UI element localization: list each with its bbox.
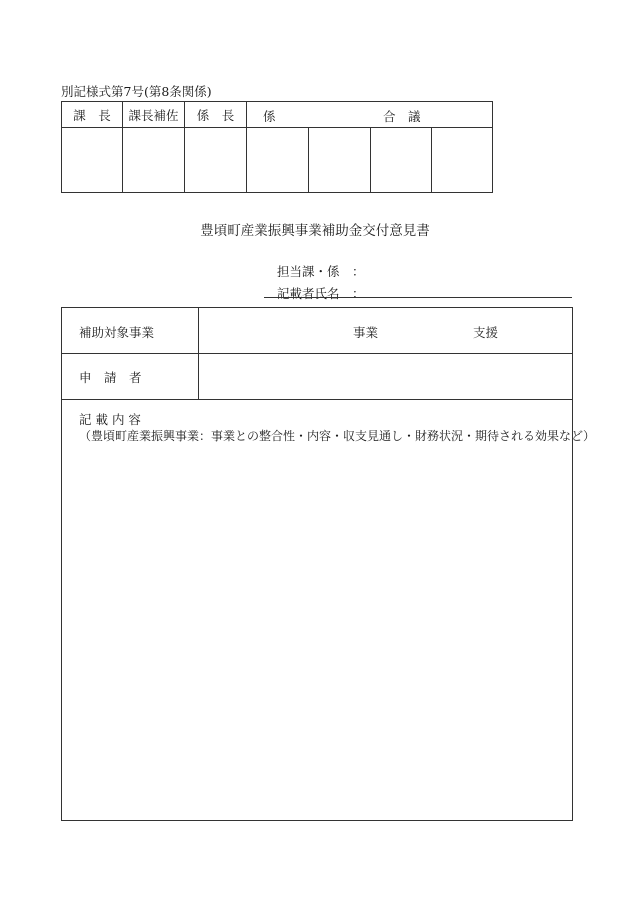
stamp-cell-staff[interactable] — [247, 128, 309, 193]
stamp-cell-consultation-3[interactable] — [432, 128, 493, 193]
header-consultation: 合 議 — [383, 109, 421, 124]
department-label: 担当課・係 ： — [277, 264, 365, 279]
document-title: 豊頃町産業振興事業補助金交付意見書 — [200, 223, 430, 239]
author-label: 記載者氏名 ： — [277, 286, 365, 301]
header-assistant-chief: 課長補佐 — [123, 102, 185, 128]
opinion-form — [61, 307, 596, 821]
header-staff: 係 — [263, 109, 276, 124]
stamp-cell-consultation-1[interactable] — [309, 128, 371, 193]
approval-stamp-table — [61, 101, 493, 193]
content-note: （豊頃町産業振興事業：事業との整合性・内容・収支見通し・財務状況・期待される効果など） — [79, 429, 596, 443]
applicant-field[interactable] — [199, 354, 571, 399]
content-field[interactable] — [62, 448, 572, 818]
author-underline — [264, 297, 572, 298]
header-subsection-chief: 係 長 — [185, 102, 247, 128]
stamp-cell-subsection-chief[interactable] — [185, 128, 247, 193]
content-label: 記 載 内 容 — [79, 412, 141, 427]
target-project-label: 補助対象事業 — [79, 325, 155, 340]
stamp-cell-consultation-2[interactable] — [371, 128, 432, 193]
applicant-label: 申 請 者 — [79, 370, 142, 385]
header-section-chief: 課 長 — [62, 102, 123, 128]
stamp-cell-assistant-chief[interactable] — [123, 128, 185, 193]
support-text: 支援 — [473, 325, 499, 340]
project-text: 事業 — [353, 325, 379, 340]
header-staff-consultation — [247, 102, 493, 128]
form-number: 別記様式第7号(第8条関係) — [61, 84, 212, 99]
stamp-cell-section-chief[interactable] — [62, 128, 123, 193]
